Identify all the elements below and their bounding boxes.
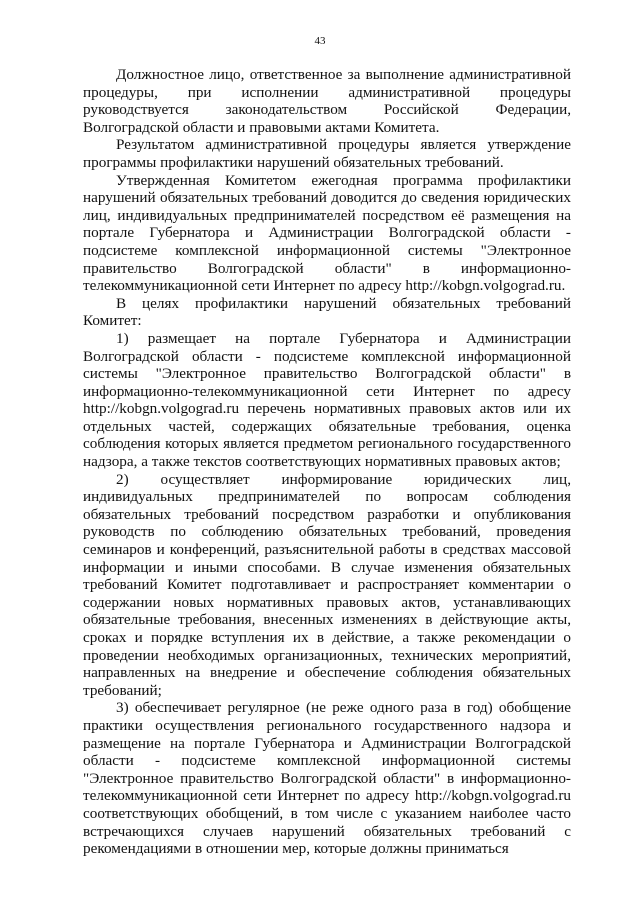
paragraph-prevention-intro: В целях профилактики нарушений обязательных требований Комитет:: [83, 294, 571, 330]
paragraph-program-publication: Утвержденная Комитетом ежегодная программа профилактики нарушений обязательных требований доводится до сведения юридических лиц, индивидуальных предпринимателей посредством её размещения на портале Губернатора и Администрации Волгоградской области - подсистеме комплексной информационной системы "Электронное правительство Волгоградской области" в информационно-телекоммуникационной сети Интернет по адресу http://kobgn.volgograd.ru.: [83, 171, 571, 295]
paragraph-responsible-official: Должностное лицо, ответственное за выполнение административной процедуры, при исполнении административной процедуры руководствуется законодательством Российской Федерации, Волгоградской области и правовыми актами Комитета.: [83, 66, 571, 136]
list-item-1-publishes-acts: 1) размещает на портале Губернатора и Администрации Волгоградской области - подсистеме комплексной информационной системы "Электронное правительство Волгоградской области" в информационно-телекоммуникационной сети Интернет по адресу http://kobgn.volgograd.ru перечень нормативных правовых актов или их отдельных частей, содержащих обязательные требования, оценка соблюдения которых является предметом регионального государственного надзора, а также текстов соответствующих нормативных правовых актов;: [83, 329, 571, 471]
list-item-3-generalization: 3) обеспечивает регулярное (не реже одного раза в год) обобщение практики осуществления регионального государственного надзора и размещение на портале Губернатора и Администрации Волгоградской области - подсистеме комплексной информационной системы "Электронное правительство Волгоградской области" в информационно-телекоммуникационной сети Интернет по адресу http://kobgn.volgograd.ru соответствующих обобщений, в том числе с указанием наиболее часто встречающихся случаев нарушений обязательных требований с рекомендациями в отношении мер, которые должны приниматься: [83, 699, 571, 858]
document-body: [83, 66, 571, 858]
paragraph-procedure-result: Результатом административной процедуры является утверждение программы профилактики нарушений обязательных требований.: [83, 136, 571, 171]
page-number: 43: [314, 35, 326, 47]
list-item-2-informing: 2) осуществляет информирование юридических лиц, индивидуальных предпринимателей по вопросам соблюдения обязательных требований посредством разработки и опубликования руководств по соблюдению обязательных требований, проведения семинаров и конференций, разъяснительной работы в средствах массовой информации и иными способами. В случае изменения обязательных требований Комитет подготавливает и распространяет комментарии о содержании новых нормативных правовых актов, устанавливающих обязательные требования, внесенных изменениях в действующие акты, сроках и порядке вступления их в действие, а также рекомендации о проведении необходимых организационных, технических мероприятий, направленных на внедрение и обеспечение соблюдения обязательных требований;: [83, 470, 571, 699]
